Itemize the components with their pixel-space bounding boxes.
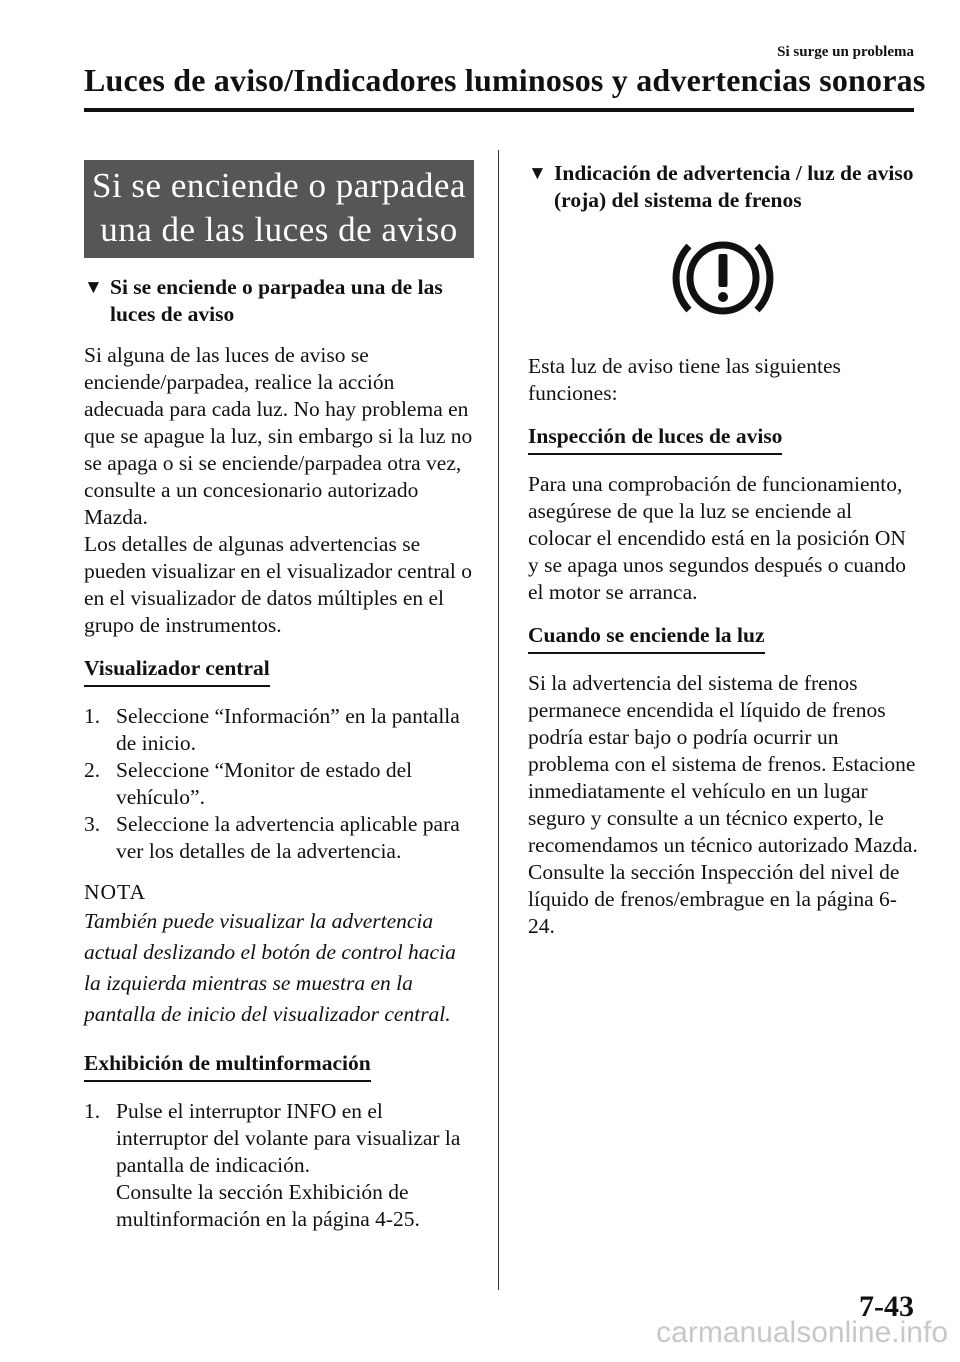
intro-paragraph: Si alguna de las luces de aviso se enciende/parpadea, realice la acción adecuada para cada luz. No hay problema en que se apague la luz, sin embargo si la luz no se apaga o si se enciende/parpadea otra vez, consulte a un concesionario autorizado Mazda. [84, 343, 473, 529]
banner-line-1: Si se enciende o parpadea [91, 166, 466, 205]
column-divider [498, 150, 499, 1290]
list-item [84, 1098, 474, 1233]
section-banner [84, 160, 474, 258]
heading-visualizador-central: Visualizador central [84, 655, 270, 687]
right-column [528, 160, 918, 952]
list-item [84, 703, 474, 757]
brake-warning-icon [667, 232, 779, 324]
icon-container [528, 232, 918, 331]
note-label: NOTA [84, 880, 146, 904]
subsection-heading-text: Indicación de advertencia / luz de aviso (roja) del sistema de frenos [554, 161, 914, 212]
step-number: 2. [84, 758, 101, 782]
inspection-paragraph: Para una comprobación de funcionamiento, asegúrese de que la luz se enciende al colocar el encendido está en la posición ON y se apaga unos segundos después o cuando el motor se arranca. [528, 472, 906, 604]
step-number: 1. [84, 1099, 101, 1123]
step-text: Seleccione la advertencia aplicable para ver los detalles de la advertencia. [116, 812, 460, 863]
watermark: carmanualsonline.info [656, 1316, 948, 1349]
subsection-heading-text: Si se enciende o parpadea una de las luces de aviso [110, 275, 443, 326]
header-section-label: Si surge un problema [777, 44, 914, 60]
page-number: 7-43 [859, 1290, 914, 1323]
triangle-down-icon: ▼ [528, 163, 547, 184]
heading-cuando-se-enciende: Cuando se enciende la luz [528, 622, 765, 654]
reference-paragraph: Consulte la sección Inspección del nivel de líquido de frenos/embrague en la página 6-24. [528, 860, 900, 938]
steps-list-multinfo [84, 1098, 474, 1233]
step-text: Seleccione “Monitor de estado del vehículo”. [116, 758, 413, 809]
triangle-down-icon: ▼ [84, 277, 103, 298]
warning-paragraph: Si la advertencia del sistema de frenos permanece encendida el líquido de frenos podría estar bajo o podría ocurrir un problema con el sistema de frenos. Estacione inmediatamente el vehículo en un lugar seguro y consulte a un técnico experto, le recomendamos un técnico autorizado Mazda. [528, 671, 918, 857]
step-body [116, 1098, 474, 1233]
functions-paragraph: Esta luz de aviso tiene las siguientes funciones: [528, 354, 841, 405]
subsection-heading [528, 160, 918, 214]
heading-multinformacion: Exhibición de multinformación [84, 1050, 371, 1082]
step-text: Pulse el interruptor INFO en el interruptor del volante para visualizar la pantalla de indicación. [116, 1099, 461, 1177]
heading-inspeccion: Inspección de luces de aviso [528, 423, 782, 455]
list-item [84, 811, 474, 865]
subsection-heading [84, 274, 474, 328]
header-rule [84, 108, 914, 112]
banner-line-2: una de las luces de aviso [100, 210, 458, 249]
step-text: Seleccione “Información” en la pantalla de inicio. [116, 704, 460, 755]
step-number: 3. [84, 812, 101, 836]
note-text: También puede visualizar la advertencia actual deslizando el botón de control hacia la izquierda mientras se muestra en la pantalla de inicio del visualizador central. [84, 909, 456, 1026]
steps-list-central [84, 703, 474, 865]
left-column [84, 160, 474, 1247]
page-title: Luces de aviso/Indicadores luminosos y advertencias sonoras [84, 62, 926, 98]
step-number: 1. [84, 704, 101, 728]
step-reference: Consulte la sección Exhibición de multinformación en la página 4-25. [116, 1180, 420, 1231]
list-item [84, 757, 474, 811]
details-paragraph: Los detalles de algunas advertencias se pueden visualizar en el visualizador central o en el visualizador de datos múltiples en el grupo de instrumentos. [84, 532, 473, 637]
